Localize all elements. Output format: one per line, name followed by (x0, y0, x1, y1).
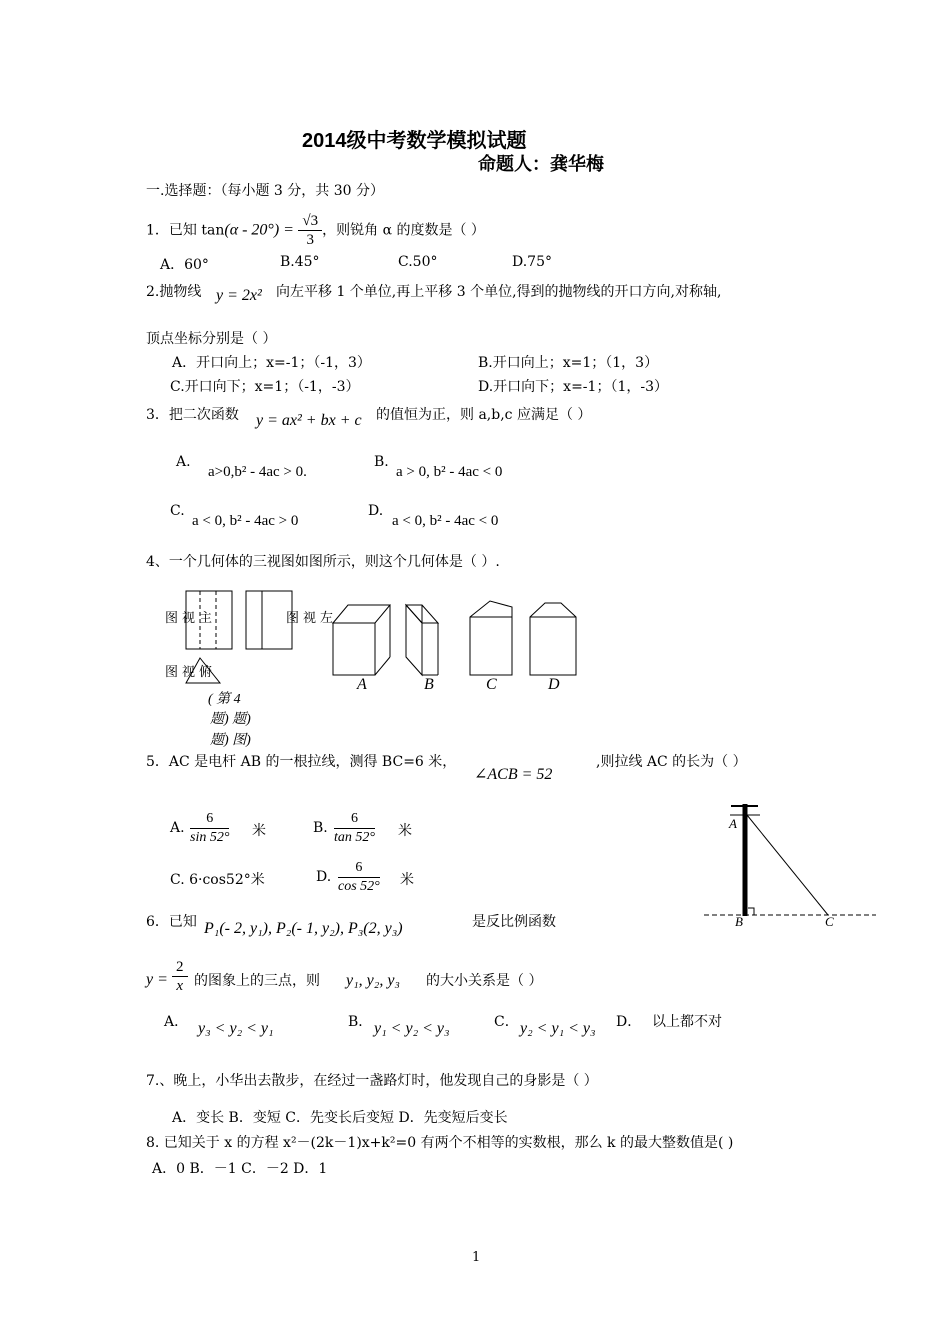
q3-label-a: A. (176, 454, 191, 470)
solid-b-shape (406, 605, 438, 675)
q1-frac-num: √3 (298, 212, 322, 231)
q1-option-b: B.45° (280, 254, 320, 270)
q1-fraction (298, 212, 322, 249)
q3-option-d: a < 0, b² - 4ac < 0 (392, 513, 499, 529)
front-view-label: 图视主 (165, 611, 217, 626)
q5-option-d-fraction (338, 859, 380, 896)
q6-line2-post: 的大小关系是（ ） (426, 973, 543, 989)
solid-b-label: B (424, 676, 434, 693)
q2-stem-line2: 顶点坐标分别是（ ） (146, 331, 277, 347)
q6-option-a: y₃ < y₂ < y₁ (198, 1020, 274, 1037)
q6-points: P₁(- 2, y₁), P₂(- 1, y₂), P₃(2, y₃) (204, 920, 403, 937)
q1-option-c: C.50° (398, 254, 438, 270)
page-number: 1 (472, 1250, 481, 1265)
q2-option-b: B.开口向上；x=1；（1，3） (478, 355, 659, 371)
q2-option-a: A．开口向上；x=-1；（-1，3） (172, 355, 371, 371)
q5-fig-label-b: B (735, 914, 743, 929)
q1-expr: (α - 20°) = (224, 221, 294, 239)
left-view-label: 图视左 (286, 611, 338, 626)
q6-label-d: D． (616, 1014, 642, 1030)
q5-b-num: 6 (334, 810, 375, 829)
q6-vars: y₁, y₂, y₃ (346, 972, 400, 989)
q1-stem-pre: 1．已知 tan (146, 222, 225, 239)
solid-a-label: A (357, 676, 367, 693)
q6-label-a: A． (164, 1014, 189, 1030)
q5-d-den: cos 52° (338, 879, 380, 894)
solid-d-label: D (548, 676, 560, 693)
q4-stem: 4、一个几何体的三视图如图所示，则这个几何体是（ ）. (146, 554, 500, 570)
q6-option-b: y₁ < y₂ < y₃ (374, 1020, 450, 1037)
q5-a-den: sin 52° (190, 830, 230, 845)
q7-stem: 7.、晚上，小华出去散步，在经过一盏路灯时，他发现自己的身影是（ ） (146, 1073, 598, 1089)
q6-line2-mid: 的图象上的三点，则 (194, 973, 320, 989)
q5-fig-label-c: C (825, 914, 834, 929)
q6-option-d: 以上都不对 (652, 1014, 722, 1030)
q4-caption-line1: ( 第 4 (208, 692, 241, 707)
q2-option-d: D.开口向下；x=-1；（1，-3） (478, 379, 668, 395)
question-1-stem (146, 212, 485, 249)
solid-d-shape (530, 603, 576, 675)
q6-stem-post: 是反比例函数 (472, 914, 556, 930)
q6-option-c: y₂ < y₁ < y₃ (520, 1020, 596, 1037)
page-title: 2014级中考数学模拟试题 (302, 130, 527, 152)
q1-stem-post: ，则锐角 α 的度数是（ ） (322, 222, 485, 239)
q5-stem-post: ,则拉线 AC 的长为（ ） (596, 754, 747, 770)
q2-stem-post: 向左平移 1 个单位,再上平移 3 个单位,得到的抛物线的开口方向,对称轴, (276, 284, 722, 300)
q3-stem-post: 的值恒为正，则 a,b,c 应满足（ ） (376, 407, 592, 423)
q5-angle: ∠ACB = 52 (474, 766, 553, 783)
q5-label-d: D. (316, 869, 332, 885)
top-view-label: 图视俯 (165, 665, 217, 680)
q5-unit-b: 米 (398, 823, 412, 839)
q3-expr: y = ax² + bx + c (256, 412, 362, 429)
q5-b-den: tan 52° (334, 830, 375, 845)
q5-stem-pre: 5．AC 是电杆 AB 的一根拉线，测得 BC=6 米， (146, 754, 457, 770)
q6-label-c: C． (494, 1014, 519, 1030)
q3-stem-pre: 3．把二次函数 (146, 407, 239, 423)
q5-label-b: B. (313, 820, 328, 836)
q2-stem-pre: 2.抛物线 (146, 284, 202, 300)
section-heading: 一.选择题：（每小题 3 分，共 30 分） (146, 183, 384, 199)
q8-options: A．0 B．－1 C．－2 D．1 (152, 1161, 328, 1177)
q1-option-d: D.75° (512, 254, 552, 270)
q4-caption-line2: 题) 题) (210, 712, 251, 727)
solid-a-shape (333, 605, 390, 675)
q2-option-c: C.开口向下；x=1；（-1，-3） (170, 379, 360, 395)
q5-fig-label-a: A (729, 816, 737, 831)
q5-d-num: 6 (338, 859, 380, 878)
q6-stem-pre: 6．已知 (146, 914, 197, 930)
q2-expr: y = 2x² (216, 287, 262, 304)
q8-stem: 8. 已知关于 x 的方程 x²－(2k－1)x+k²=0 有两个不相等的实数根，那么 k 的最大整数值是( ) (146, 1135, 734, 1151)
q3-option-c: a < 0, b² - 4ac > 0 (192, 513, 299, 529)
q6-func-fraction (172, 958, 188, 995)
q3-option-a: a>0,b² - 4ac > 0. (208, 464, 307, 480)
author-line: 命题人：龚华梅 (478, 154, 604, 174)
q5-option-c: C. 6·cos52°米 (170, 872, 265, 888)
q5-option-b-fraction (334, 810, 375, 847)
q5-label-a: A. (170, 820, 185, 836)
q5-unit-d: 米 (400, 872, 414, 888)
q1-frac-den: 3 (306, 232, 314, 248)
q5-option-a-fraction (190, 810, 229, 847)
q5-pole-figure (700, 798, 880, 928)
q7-options: A．变长 B．变短 C．先变长后变短 D．先变短后变长 (172, 1110, 508, 1126)
q5-unit-a: 米 (252, 823, 266, 839)
q3-label-c: C. (170, 503, 185, 519)
q6-func-num: 2 (172, 958, 188, 977)
q5-a-num: 6 (190, 810, 229, 829)
solid-c-label: C (486, 676, 497, 693)
q3-label-d: D. (368, 503, 384, 519)
q3-option-b: a > 0, b² - 4ac < 0 (396, 464, 503, 480)
solid-c-shape (470, 601, 512, 675)
q4-caption-line3: 题) 图) (210, 733, 251, 748)
q1-option-a: A．60° (160, 257, 209, 273)
q6-func-den: x (176, 978, 184, 994)
q3-label-b: B. (374, 454, 389, 470)
q6-func-pre: y = (146, 971, 168, 988)
q6-label-b: B． (348, 1014, 373, 1030)
